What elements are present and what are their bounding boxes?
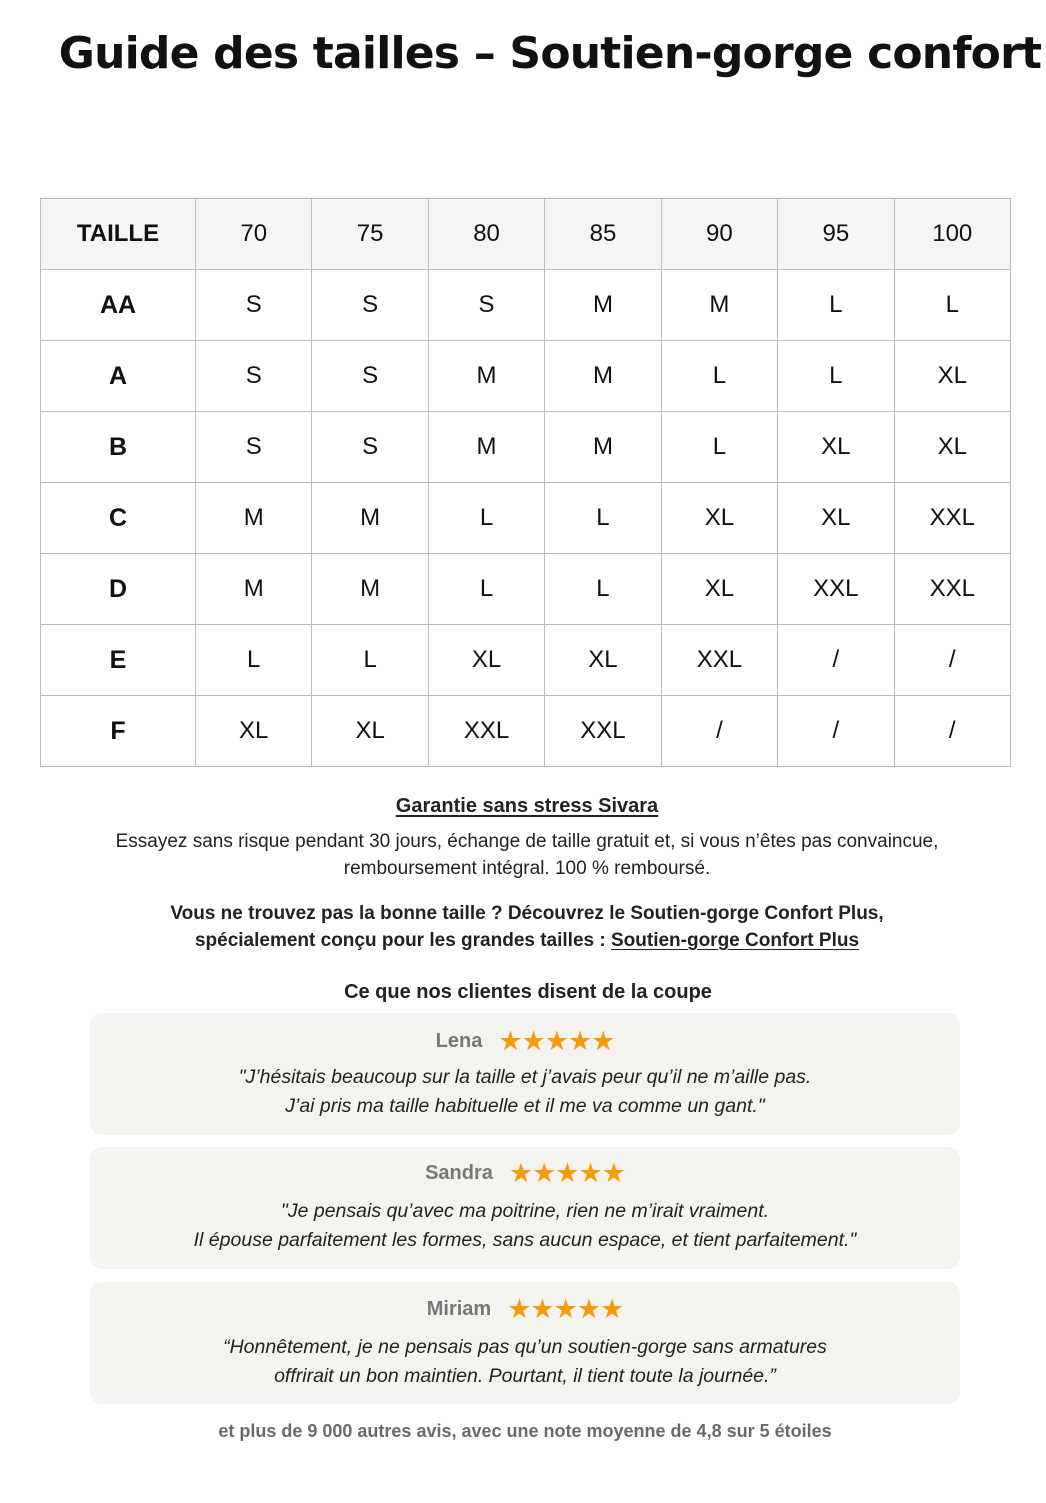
- band-size-header: 95: [778, 199, 894, 270]
- cup-size-label: A: [41, 341, 196, 412]
- size-cell: XXL: [661, 625, 777, 696]
- review-quote: [90, 1333, 960, 1391]
- size-cell: S: [196, 270, 312, 341]
- review-card: [90, 1013, 960, 1135]
- size-cell: S: [196, 341, 312, 412]
- band-size-header: 90: [661, 199, 777, 270]
- reviews-summary: et plus de 9 000 autres avis, avec une note moyenne de 4,8 sur 5 étoiles: [218, 1421, 832, 1441]
- guarantee-section: [0, 792, 1046, 882]
- review-quote: [90, 1063, 960, 1121]
- size-cell: XL: [545, 625, 661, 696]
- plus-promo-line: spécialement conçu pour les grandes tailles :: [194, 930, 611, 951]
- review-card: [90, 1147, 960, 1269]
- band-size-header: 100: [894, 199, 1010, 270]
- size-cell: L: [196, 625, 312, 696]
- size-cell: M: [312, 483, 428, 554]
- page-title: Guide des tailles – Soutien-gorge confort: [58, 28, 1042, 79]
- guarantee-line: Essayez sans risque pendant 30 jours, échange de taille gratuit et, si vous n’êtes pas convaincue,: [115, 831, 939, 852]
- size-cell: M: [196, 554, 312, 625]
- size-cell: M: [661, 270, 777, 341]
- size-cell: L: [312, 625, 428, 696]
- table-row: [41, 554, 1011, 625]
- size-cell: XL: [661, 554, 777, 625]
- table-row: [41, 625, 1011, 696]
- size-cell: L: [778, 341, 894, 412]
- size-cell: S: [196, 412, 312, 483]
- review-quote: [90, 1197, 960, 1255]
- size-cell: L: [894, 270, 1010, 341]
- cup-size-label: B: [41, 412, 196, 483]
- size-cell: M: [196, 483, 312, 554]
- size-cell: /: [894, 625, 1010, 696]
- reviewer-name: Miriam: [426, 1298, 492, 1320]
- size-cell: L: [661, 412, 777, 483]
- table-row: [41, 696, 1011, 767]
- review-quote-line: offrirait un bon maintien. Pourtant, il tient toute la journée.”: [274, 1365, 776, 1387]
- size-cell: XL: [661, 483, 777, 554]
- reviews-title: Ce que nos clientes disent de la coupe: [344, 981, 712, 1003]
- reviewer-name: Sandra: [425, 1162, 493, 1184]
- table-corner-label: TAILLE: [41, 199, 196, 270]
- plus-promo-line: Vous ne trouvez pas la bonne taille ? Découvrez le Soutien-gorge Confort Plus,: [170, 903, 884, 924]
- size-cell: L: [428, 554, 544, 625]
- size-cell: M: [545, 270, 661, 341]
- size-cell: S: [312, 412, 428, 483]
- size-cell: /: [661, 696, 777, 767]
- size-cell: L: [778, 270, 894, 341]
- size-cell: XXL: [428, 696, 544, 767]
- size-cell: XL: [894, 341, 1010, 412]
- band-size-header: 75: [312, 199, 428, 270]
- size-cell: XXL: [545, 696, 661, 767]
- size-cell: S: [312, 270, 428, 341]
- guarantee-line: remboursement intégral. 100 % remboursé.: [343, 858, 711, 879]
- review-header: [90, 1160, 960, 1187]
- table-header-row: [41, 199, 1011, 270]
- size-cell: XL: [894, 412, 1010, 483]
- table-row: [41, 483, 1011, 554]
- size-cell: XL: [196, 696, 312, 767]
- size-cell: /: [778, 696, 894, 767]
- review-header: [90, 1028, 960, 1055]
- review-quote-line: "Je pensais qu’avec ma poitrine, rien ne m’irait vraiment.: [280, 1200, 770, 1222]
- star-rating-icon: ★★★★★: [498, 1026, 615, 1057]
- table-row: [41, 412, 1011, 483]
- plus-promo: [0, 900, 1046, 954]
- size-cell: M: [545, 341, 661, 412]
- reviewer-name: Lena: [435, 1030, 483, 1052]
- size-cell: M: [312, 554, 428, 625]
- cup-size-label: C: [41, 483, 196, 554]
- review-quote-line: "J’hésitais beaucoup sur la taille et j’avais peur qu’il ne m’aille pas.: [238, 1066, 812, 1088]
- review-card: [90, 1282, 960, 1404]
- size-cell: XL: [778, 412, 894, 483]
- size-cell: XXL: [894, 483, 1010, 554]
- band-size-header: 70: [196, 199, 312, 270]
- cup-size-label: AA: [41, 270, 196, 341]
- size-cell: XL: [778, 483, 894, 554]
- band-size-header: 80: [428, 199, 544, 270]
- size-cell: S: [312, 341, 428, 412]
- guarantee-text: [0, 828, 1046, 882]
- size-cell: M: [428, 341, 544, 412]
- size-cell: /: [894, 696, 1010, 767]
- size-cell: M: [428, 412, 544, 483]
- cup-size-label: D: [41, 554, 196, 625]
- size-cell: S: [428, 270, 544, 341]
- table-row: [41, 341, 1011, 412]
- table-row: [41, 270, 1011, 341]
- size-cell: L: [661, 341, 777, 412]
- cup-size-label: E: [41, 625, 196, 696]
- size-cell: XL: [428, 625, 544, 696]
- size-cell: XL: [312, 696, 428, 767]
- cup-size-label: F: [41, 696, 196, 767]
- star-rating-icon: ★★★★★: [507, 1294, 624, 1325]
- size-cell: L: [545, 483, 661, 554]
- band-size-header: 85: [545, 199, 661, 270]
- size-cell: XXL: [778, 554, 894, 625]
- confort-plus-link[interactable]: Soutien-gorge Confort Plus: [610, 930, 860, 951]
- review-quote-line: “Honnêtement, je ne pensais pas qu’un soutien-gorge sans armatures: [223, 1336, 827, 1358]
- guarantee-title: Garantie sans stress Sivara: [395, 795, 659, 817]
- size-cell: M: [545, 412, 661, 483]
- review-header: [90, 1296, 960, 1323]
- size-cell: L: [428, 483, 544, 554]
- review-quote-line: Il épouse parfaitement les formes, sans aucun espace, et tient parfaitement.": [193, 1229, 857, 1251]
- star-rating-icon: ★★★★★: [508, 1158, 625, 1189]
- size-table: [40, 198, 1011, 767]
- size-cell: /: [778, 625, 894, 696]
- review-quote-line: J’ai pris ma taille habituelle et il me va comme un gant.": [285, 1095, 765, 1117]
- size-cell: XXL: [894, 554, 1010, 625]
- size-cell: L: [545, 554, 661, 625]
